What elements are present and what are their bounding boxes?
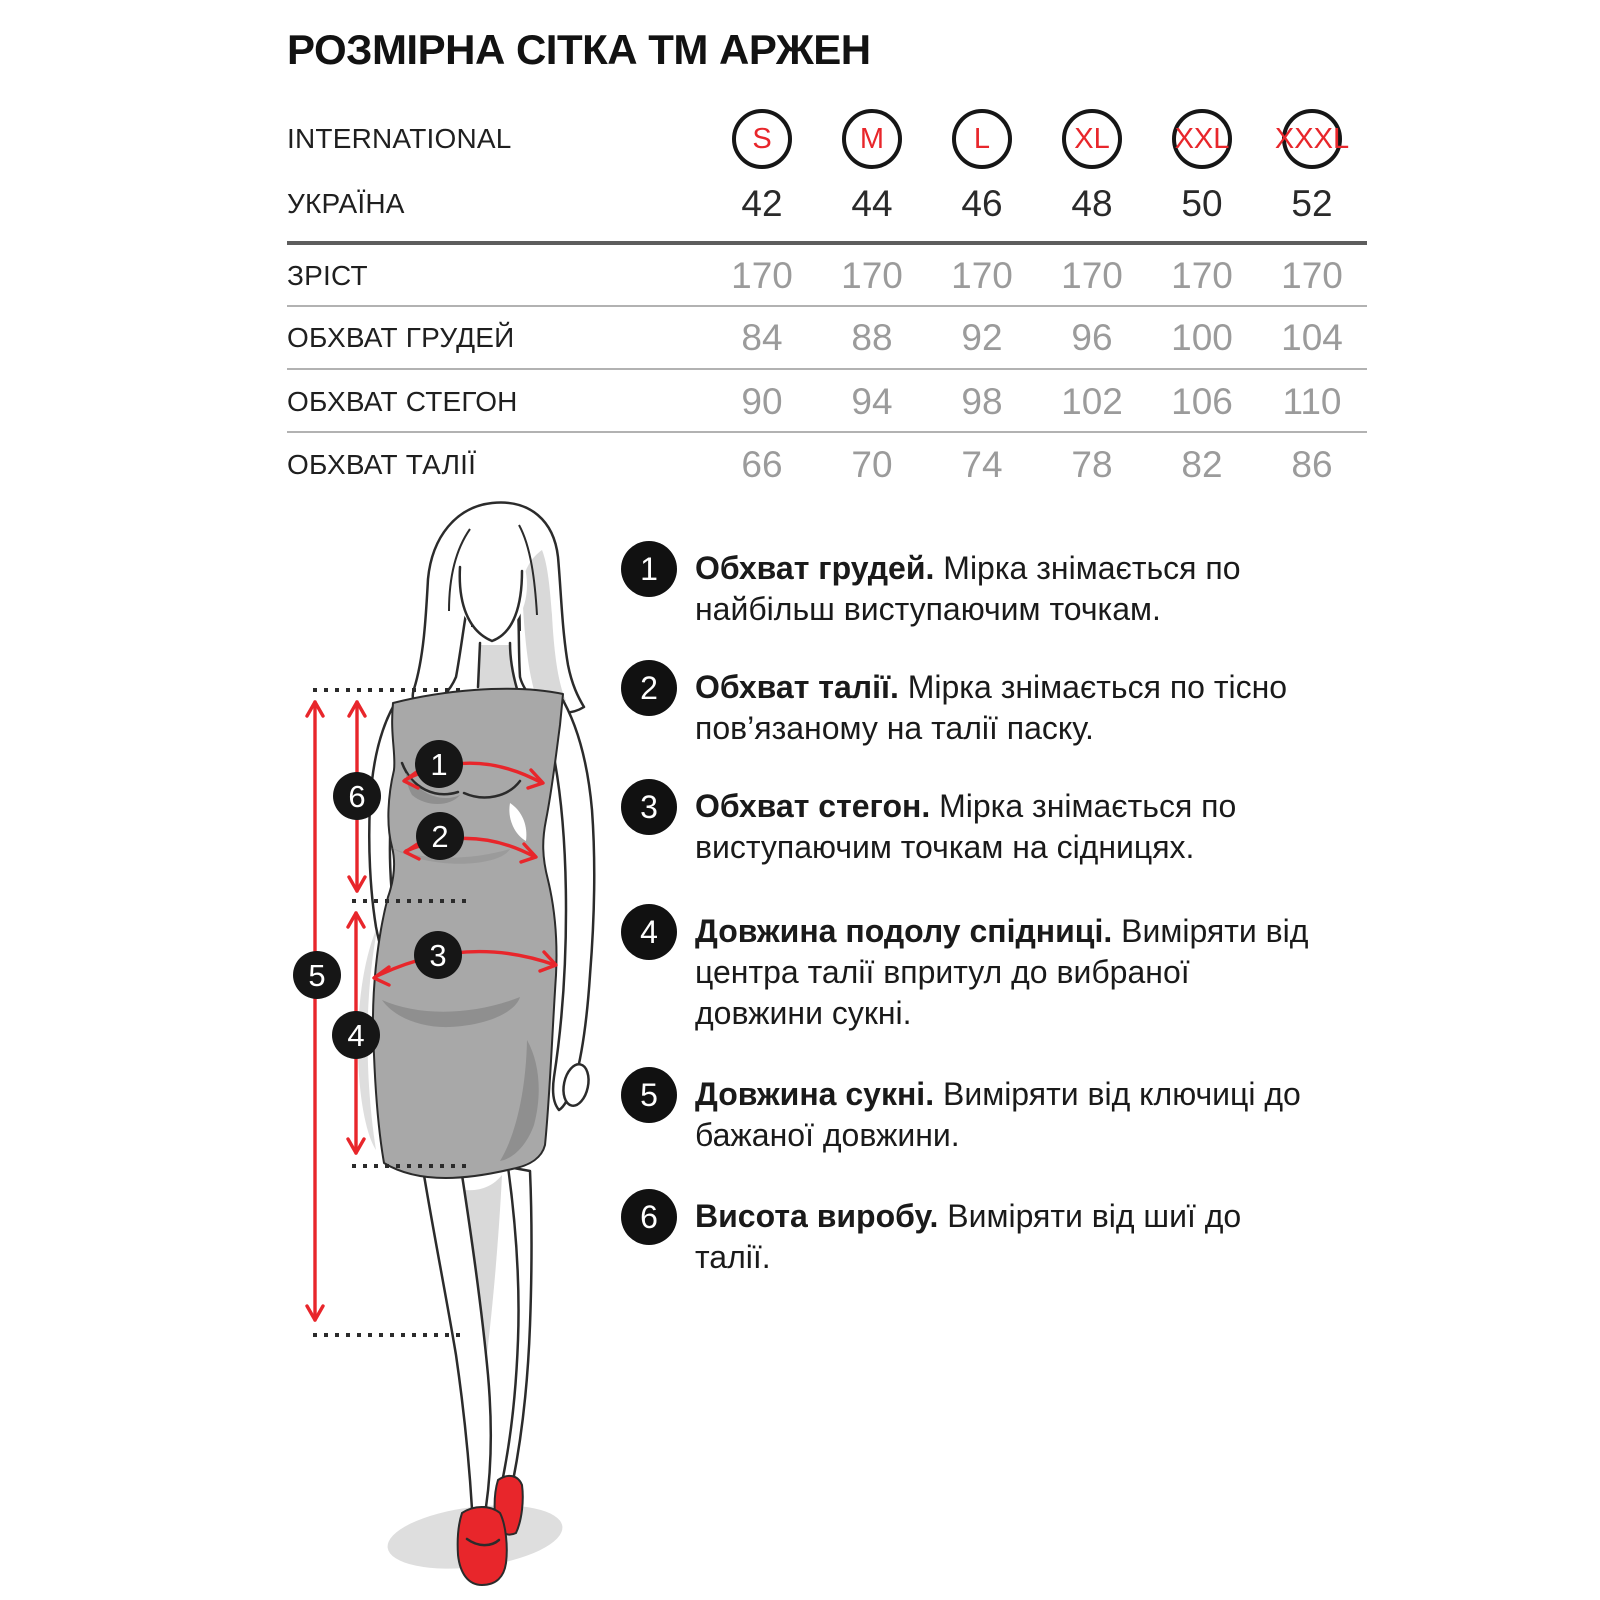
table-cell: 170 bbox=[841, 255, 903, 296]
table-divider bbox=[287, 368, 1367, 370]
figure-illustration bbox=[270, 495, 650, 1600]
measurement-description: Мірка знімається по тісно пов’язаному на талії паску. bbox=[695, 669, 1288, 746]
table-cell: 88 bbox=[851, 317, 893, 358]
table-cell: 110 bbox=[1282, 381, 1342, 422]
measurement-description: Мірка знімається по найбільш виступаючим точкам. bbox=[695, 550, 1241, 627]
table-divider bbox=[287, 431, 1367, 433]
measurement-item-1 bbox=[621, 548, 1381, 630]
table-cell: 90 bbox=[741, 381, 783, 422]
figure-badge-label: 4 bbox=[347, 1018, 365, 1053]
measurement-number-badge: 4 bbox=[621, 904, 677, 960]
right-arm bbox=[552, 695, 595, 1110]
table-cell: 170 bbox=[1171, 255, 1233, 296]
table-row-height bbox=[287, 254, 1367, 298]
measurement-description: Виміряти від шиї до талії. bbox=[695, 1198, 1242, 1275]
table-cell: 98 bbox=[961, 381, 1003, 422]
size-badge-l: L bbox=[952, 109, 1012, 169]
table-cell: 170 bbox=[731, 255, 793, 296]
figure-badge-3 bbox=[414, 931, 462, 979]
table-cell: 104 bbox=[1281, 317, 1343, 358]
table-cell: 66 bbox=[741, 444, 783, 485]
table-row-waist bbox=[287, 443, 1367, 487]
figure-badge-4 bbox=[332, 1011, 380, 1059]
measurement-term: Висота виробу. bbox=[695, 1198, 939, 1234]
figure-badge-1 bbox=[415, 740, 463, 788]
table-row-ukraine bbox=[287, 182, 1367, 226]
measurement-number-badge: 5 bbox=[621, 1067, 677, 1123]
table-cell: 86 bbox=[1291, 444, 1333, 485]
table-cell: 106 bbox=[1171, 381, 1233, 422]
figure-badge-label: 5 bbox=[308, 958, 326, 993]
row-label-hips: ОБХВАТ СТЕГОН bbox=[287, 386, 518, 417]
table-cell: 170 bbox=[951, 255, 1013, 296]
measurement-description: Мірка знімається по виступаючим точкам на сідницях. bbox=[695, 788, 1237, 865]
table-cell: 94 bbox=[851, 381, 893, 422]
measurement-term: Довжина сукні. bbox=[695, 1076, 935, 1112]
back-leg bbox=[501, 1167, 532, 1487]
measurement-description: Виміряти від центра талії впритул до вибраної довжини сукні. bbox=[695, 913, 1309, 1031]
measurement-text bbox=[695, 786, 1313, 868]
figure-badge-6 bbox=[333, 772, 381, 820]
table-cell: 170 bbox=[1061, 255, 1123, 296]
figure-badge-label: 2 bbox=[431, 819, 449, 854]
row-label-waist: ОБХВАТ ТАЛІЇ bbox=[287, 449, 477, 480]
size-badge-xxl: XXL bbox=[1172, 109, 1232, 169]
measurement-term: Обхват талії. bbox=[695, 669, 899, 705]
table-divider bbox=[287, 305, 1367, 307]
table-cell: 82 bbox=[1181, 444, 1223, 485]
measurement-text bbox=[695, 667, 1313, 749]
table-cell: 102 bbox=[1061, 381, 1123, 422]
table-cell: 74 bbox=[961, 444, 1003, 485]
measurement-number-badge: 1 bbox=[621, 541, 677, 597]
table-cell: 84 bbox=[741, 317, 783, 358]
table-row-hips bbox=[287, 380, 1367, 424]
arrow-dress-length bbox=[307, 702, 326, 1320]
measurement-term: Обхват грудей. bbox=[695, 550, 935, 586]
figure-badge-5 bbox=[293, 951, 341, 999]
measurement-item-6 bbox=[621, 1196, 1381, 1278]
face bbox=[457, 535, 527, 635]
size-badge-xxxl: XXXL bbox=[1282, 109, 1342, 169]
ua-size: 42 bbox=[741, 183, 783, 224]
size-badge-s: S bbox=[732, 109, 792, 169]
measurement-number-badge: 3 bbox=[621, 779, 677, 835]
measurement-number-badge: 2 bbox=[621, 660, 677, 716]
table-cell: 170 bbox=[1281, 255, 1343, 296]
table-cell: 70 bbox=[851, 444, 893, 485]
table-row-international bbox=[287, 108, 1367, 170]
measurement-item-3 bbox=[621, 786, 1381, 868]
size-badge-xl: XL bbox=[1062, 109, 1122, 169]
measurement-text bbox=[695, 1074, 1313, 1156]
ua-size: 50 bbox=[1181, 183, 1223, 224]
measurement-item-4 bbox=[621, 911, 1381, 1034]
row-label-bust: ОБХВАТ ГРУДЕЙ bbox=[287, 322, 515, 353]
measurement-text bbox=[695, 1196, 1313, 1278]
table-cell: 78 bbox=[1071, 444, 1113, 485]
ua-size: 52 bbox=[1291, 183, 1333, 224]
table-cell: 92 bbox=[961, 317, 1003, 358]
measurement-term: Довжина подолу спідниці. bbox=[695, 913, 1113, 949]
table-cell: 96 bbox=[1071, 317, 1113, 358]
row-label-ukraine: УКРАЇНА bbox=[287, 188, 405, 219]
table-cell: 100 bbox=[1171, 317, 1233, 358]
figure-badge-label: 1 bbox=[430, 747, 448, 782]
ua-size: 46 bbox=[961, 183, 1003, 224]
measurement-term: Обхват стегон. bbox=[695, 788, 931, 824]
row-label-international: INTERNATIONAL bbox=[287, 123, 512, 154]
ua-size: 44 bbox=[851, 183, 893, 224]
measurement-item-2 bbox=[621, 667, 1381, 749]
page-title: РОЗМІРНА СІТКА ТМ АРЖЕН bbox=[287, 26, 871, 73]
figure-badge-2 bbox=[416, 812, 464, 860]
figure-badge-label: 6 bbox=[348, 779, 366, 814]
table-divider-thick bbox=[287, 241, 1367, 245]
row-label-height: ЗРІСТ bbox=[287, 260, 368, 291]
measurement-item-5 bbox=[621, 1074, 1381, 1156]
table-row-bust bbox=[287, 316, 1367, 360]
measurement-text bbox=[695, 911, 1313, 1034]
measurement-number-badge: 6 bbox=[621, 1189, 677, 1245]
figure-badge-label: 3 bbox=[429, 938, 447, 973]
measurement-description: Виміряти від ключиці до бажаної довжини. bbox=[695, 1076, 1301, 1153]
size-badge-m: M bbox=[842, 109, 902, 169]
ua-size: 48 bbox=[1071, 183, 1113, 224]
measurement-text bbox=[695, 548, 1313, 630]
